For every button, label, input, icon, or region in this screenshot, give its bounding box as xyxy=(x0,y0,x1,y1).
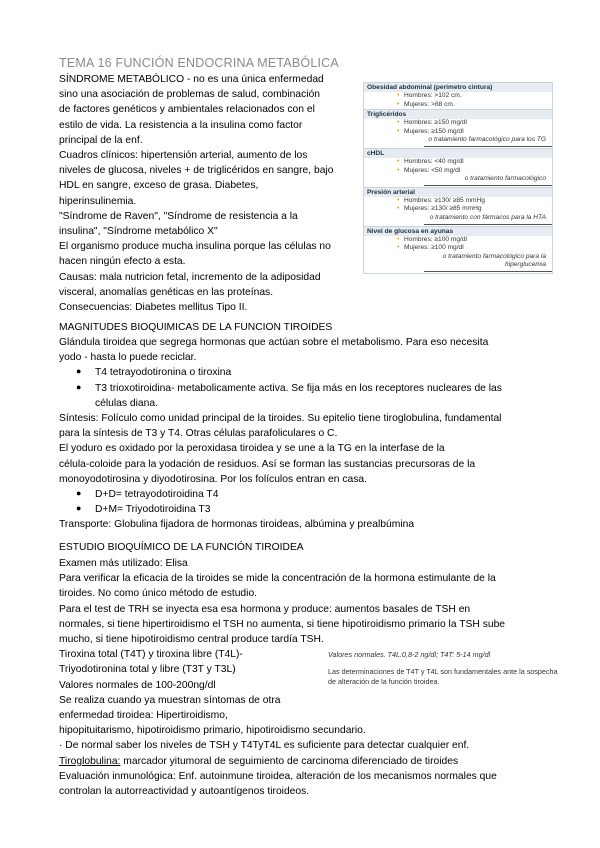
side-note-line: Valores normales. T4L:0,8-2 ng/dl; T4T: 5-14 mg/dl xyxy=(328,650,491,660)
bullet-icon: ● xyxy=(76,503,82,514)
text-line: HDL en sangre, exceso de grasa. Diabetes, xyxy=(59,180,259,192)
text-line: insulina", "Síndrome metabólico X" xyxy=(59,226,218,237)
bullet-icon: • xyxy=(397,205,400,213)
text-line: Cuadros clínicos: hipertensión arterial, aumento de los xyxy=(59,150,308,161)
criteria-item: • Mujeres: <50 mg/dl xyxy=(397,166,461,174)
criteria-heading: Presión arterial xyxy=(364,187,552,197)
bullet-icon: • xyxy=(397,127,400,135)
text-line: principal de la enf. xyxy=(59,134,143,146)
text-line: célula-coloide para la yodación de residuos. Así se forman las sustancias precursoras de la xyxy=(59,458,476,470)
side-note-line: de alteración de la función tiroidea. xyxy=(328,677,440,687)
text-line: sino una asociación de problemas de salud, combinación xyxy=(59,89,321,101)
criteria-note: o tratamiento farmacológico para la hiperglucemia xyxy=(424,253,552,272)
text-line: Tiroxina total (T4T) y tiroxina libre (T4L)- xyxy=(59,649,243,661)
criteria-item: • Mujeres: ≥150 mg/dl xyxy=(397,127,464,135)
criteria-heading: Obesidad abdominal (perímetro cintura) xyxy=(364,83,552,92)
side-note-line: Las determinaciones de T4T y T4L son fundamentales ante la sospecha xyxy=(328,667,558,677)
bullet-icon: ● xyxy=(76,366,82,377)
thyroid-study-heading: ESTUDIO BIOQUÍMICO DE LA FUNCIÓN TIROIDEA xyxy=(59,542,304,553)
bullet-icon: • xyxy=(397,100,400,108)
text-line: "Síndrome de Raven", "Síndrome de resistencia a la xyxy=(59,210,298,222)
text-line: enfermedad tiroidea: Hipertiroidismo, xyxy=(59,710,228,721)
criteria-item: • Mujeres: ≥130/ ≥85 mmHg xyxy=(397,205,482,213)
text-line: El organismo produce mucha insulina porque las células no xyxy=(59,241,331,253)
bullet-icon: ● xyxy=(76,488,82,498)
tiroglobulina-line xyxy=(59,754,458,769)
bullet-text: D+D= tetrayodotiroidina T4 xyxy=(95,489,219,500)
text-line: SÍNDROME METABÓLICO - no es una única enfermedad xyxy=(59,74,324,85)
bullet-icon: • xyxy=(397,119,400,127)
criteria-heading: cHDL xyxy=(364,148,552,158)
page-title: TEMA 16 FUNCIÓN ENDOCRINA METABÓLICA xyxy=(59,56,339,70)
criteria-item: • Hombres: ≥100 mg/dl xyxy=(397,235,467,243)
text-line: El yoduro es oxidado por la peroxidasa tiroidea y se une a la TG en la interfase de la xyxy=(59,443,445,455)
criteria-item: • Hombres: ≥130/ ≥85 mmHg xyxy=(397,196,485,204)
thyroid-magnitudes-heading: MAGNITUDES BIOQUIMICAS DE LA FUNCION TIROIDES xyxy=(59,322,333,333)
text-line: hipopituitarismo, hipotiroidismo primario, hipotiroidismo secundario. xyxy=(59,725,366,737)
criteria-note: o tratamiento farmacológico para los TG xyxy=(424,136,552,147)
text-line: mucho, si tiene hipotiroidismo central produce tardía TSH. xyxy=(59,634,324,645)
text-line: yodo - hasta lo puede reciclar. xyxy=(59,352,197,364)
text-line: · De normal saber los niveles de TSH y T4TyT4L es suficiente para detectar cualquier enf. xyxy=(59,740,470,752)
text-line: controlan la autorreactividad y autoantígenos tiroideos. xyxy=(59,786,310,797)
text-line: Para el test de TRH se inyecta esa esa hormona y produce: aumentos basales de TSH en xyxy=(59,603,471,615)
bullet-text: T3 trioxotiroidina- metabolicamente activa. Se fija más en los receptores nucleares de las xyxy=(95,382,502,394)
text-line: monoyodotirosina y diyodotirosina. Por los folículos entran en casa. xyxy=(59,473,367,485)
criteria-item: • Mujeres: >88 cm. xyxy=(397,100,455,108)
text-line: Causas: mala nutricion fetal, incremento de la adiposidad xyxy=(59,271,321,283)
criteria-item: • Hombres: <40 mg/dl xyxy=(397,157,464,165)
bullet-icon: ● xyxy=(76,381,82,392)
text-line: visceral, anomalías genéticas en las proteínas. xyxy=(59,286,274,298)
bullet-text: D+M= Triyodotiroidina T3 xyxy=(95,504,211,516)
criteria-item: • Hombres: >102 cm. xyxy=(397,92,462,99)
text-line: niveles de glucosa, niveles + de triglicéridos en sangre, bajo xyxy=(59,165,334,177)
text-line: Triyodotironina total y libre (T3T y T3L) xyxy=(59,664,236,676)
text-line: tiroides. No como único método de estudio. xyxy=(59,588,258,600)
metabolic-criteria-table xyxy=(363,82,553,274)
tiroglobulina-text: marcador yitumoral de seguimiento de carcinoma diferenciado de tiroides xyxy=(120,755,459,767)
text-line: Examen más utilizado: Elisa xyxy=(59,558,188,569)
text-line: Valores normales de 100-200ng/dl xyxy=(59,679,216,691)
bullet-text: T4 tetrayodotironina o tiroxina xyxy=(95,367,232,379)
criteria-item: • Mujeres: ≥100 mg/dl xyxy=(397,244,464,252)
criteria-note: o tratamiento con fármacos para la HTA xyxy=(424,214,552,225)
text-line: hiperinsulinemia. xyxy=(59,195,137,207)
text-line: Evaluación inmunológica: Enf. autoinmune tiroidea, alteración de los mecanismos normales que xyxy=(59,770,497,782)
bullet-icon: • xyxy=(397,92,400,99)
text-line: Consecuencias: Diabetes mellitus Tipo II. xyxy=(59,302,248,313)
text-line: hacen ningún efecto a esta. xyxy=(59,256,186,268)
bullet-icon: • xyxy=(397,166,400,174)
bullet-icon: • xyxy=(397,196,400,204)
criteria-note: o tratamiento farmacológico xyxy=(424,175,552,186)
criteria-heading: Nivel de glucosa en ayunas xyxy=(364,226,552,236)
text-line: estilo de vida. La resistencia a la insulina como factor xyxy=(59,119,303,131)
text-line: Se realiza cuando ya muestran síntomas de otra xyxy=(59,694,281,706)
text-line: Glándula tiroidea que segrega hormonas que actúan sobre el metabolismo. Para eso necesita xyxy=(59,337,489,348)
criteria-item: • Hombres: ≥150 mg/dl xyxy=(397,119,467,127)
text-line: Síntesis: Folículo como unidad principal de la tiroides. Su epitelio tiene tiroglobulina, fundamental xyxy=(59,413,502,424)
tiroglobulina-label: Tiroglobulina: xyxy=(59,755,121,767)
criteria-heading: Triglicéridos xyxy=(364,109,552,119)
bullet-icon: • xyxy=(397,157,400,165)
text-line: Para verificar la eficacia de la tiroides se mide la concentración de la hormona estimulante de la xyxy=(59,573,496,585)
text-line: normales, si tiene hipertiroidismo el TSH no aumenta, si tiene hipotiroidismo primario la TSH sube xyxy=(59,618,506,630)
bullet-text: células diana. xyxy=(95,397,158,409)
text-line: para la síntesis de T3 y T4. Otras células parafoliculares o C. xyxy=(59,428,338,440)
bullet-icon: • xyxy=(397,235,400,243)
bullet-icon: • xyxy=(397,244,400,252)
text-line: de factores genéticos y ambientales relacionados con el xyxy=(59,104,315,116)
text-line: Transporte: Globulina fijadora de hormonas tiroideas, albúmina y prealbúmina xyxy=(59,519,415,531)
